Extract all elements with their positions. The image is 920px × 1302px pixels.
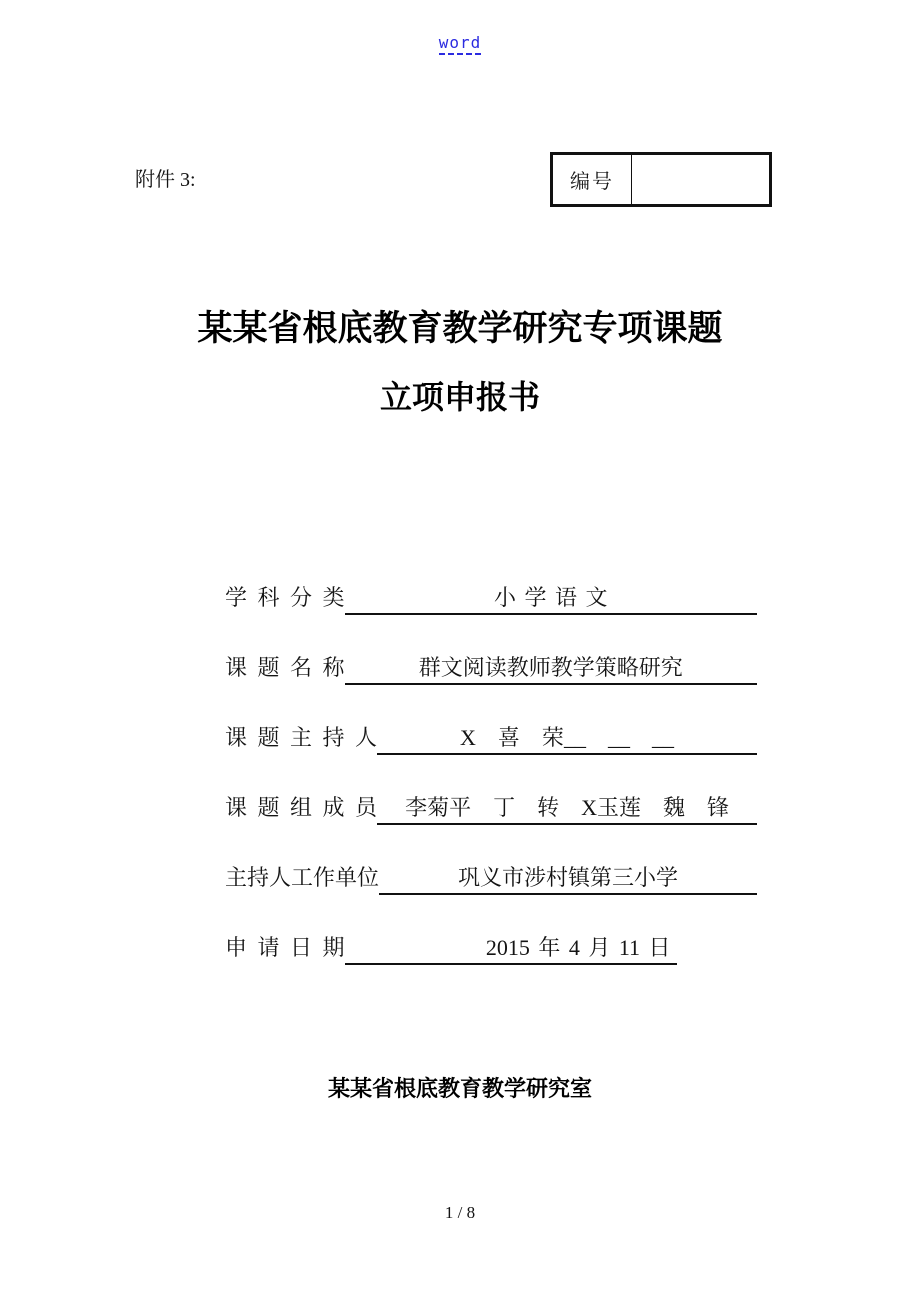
- field-underline-leader-workplace: [379, 863, 757, 895]
- field-label-project-leader: 课 题 主 持 人: [225, 725, 378, 750]
- field-value-subject-category: 小 学 语 文: [494, 585, 608, 610]
- field-value-project-title: 群文阅读教师教学策略研究: [418, 655, 683, 680]
- page-number: 1 / 8: [444, 1203, 476, 1222]
- field-row-leader-workplace: [225, 825, 757, 895]
- field-underline-team-members: [377, 793, 757, 825]
- document-title-line1: 某某省根底教育教学研究专项课题: [197, 309, 723, 349]
- organization-name: 某某省根底教育教学研究室: [327, 1077, 592, 1102]
- field-value-team-members: 李菊平 丁 转 X玉莲 魏 锋: [405, 795, 729, 820]
- top-link-row: [0, 33, 920, 55]
- field-label-team-members: 课 题 组 成 员: [225, 795, 378, 820]
- field-label-application-date: 申 请 日 期: [225, 935, 345, 960]
- field-row-team-members: [225, 755, 757, 825]
- field-underline-project-title: [345, 653, 757, 685]
- field-row-project-leader: [225, 685, 757, 755]
- leader-trailing-underscores: __ __ __: [563, 725, 674, 750]
- field-label-leader-workplace: 主持人工作单位: [225, 865, 380, 890]
- field-label-project-title: 课 题 名 称: [225, 655, 345, 680]
- word-link[interactable]: word: [439, 33, 482, 55]
- field-value-leader-workplace: 巩义市涉村镇第三小学: [458, 865, 679, 890]
- field-row-application-date: [225, 895, 757, 965]
- number-box-value-cell: [632, 155, 769, 204]
- number-box: [550, 152, 772, 207]
- application-form: [225, 545, 757, 965]
- field-row-project-title: [225, 615, 757, 685]
- document-title-line2: 立项申报书: [379, 378, 540, 416]
- field-underline-subject-category: [345, 583, 757, 615]
- attachment-label: 附件 3:: [135, 169, 196, 191]
- field-underline-application-date: [345, 933, 677, 965]
- field-value-application-date: 2015 年 4 月 11 日: [485, 935, 671, 960]
- field-value-project-leader: X 喜 荣: [460, 725, 564, 750]
- field-row-subject-category: [225, 545, 757, 615]
- number-box-label: 编号: [553, 155, 632, 204]
- field-label-subject-category: 学 科 分 类: [225, 585, 345, 610]
- field-underline-project-leader: [377, 723, 757, 755]
